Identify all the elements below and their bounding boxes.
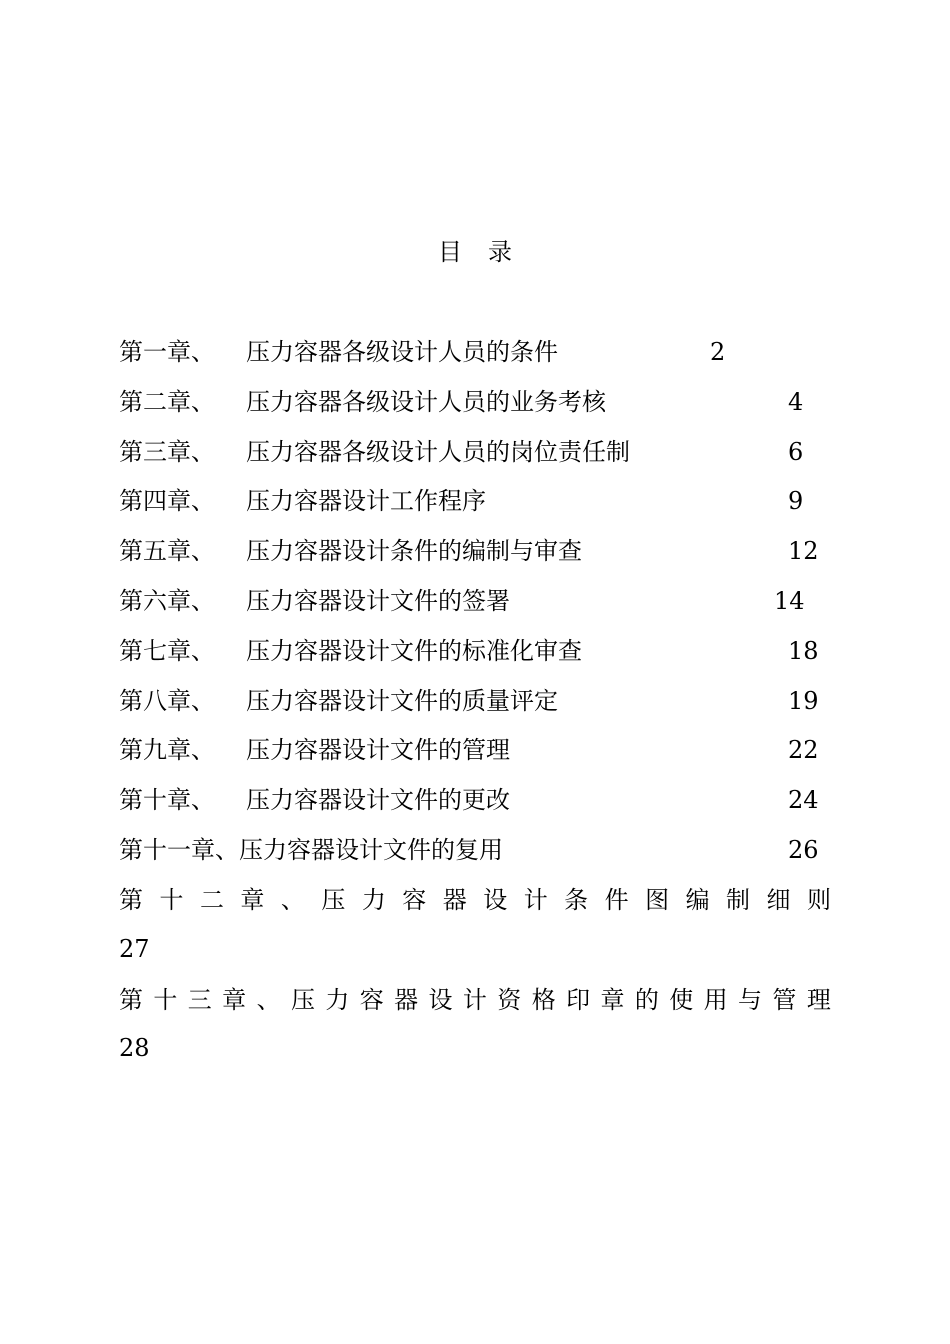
toc-heading: 目录 <box>438 238 538 266</box>
toc-char: 设 <box>428 986 453 1014</box>
toc-title: 压力容器设计文件的复用 <box>239 836 503 864</box>
toc-page: 28 <box>119 1034 150 1062</box>
toc-title: 压力容器设计条件的编制与审查 <box>246 537 582 565</box>
toc-char: 图 <box>645 886 670 914</box>
toc-chapter: 第九章、 <box>119 736 215 764</box>
toc-char: 管 <box>772 986 797 1014</box>
toc-char: 件 <box>604 886 629 914</box>
toc-char: 使 <box>669 986 694 1014</box>
toc-chapter: 第三章、 <box>119 438 215 466</box>
toc-page: 6 <box>788 438 804 466</box>
toc-entry[interactable] <box>119 834 819 866</box>
toc-title: 压力容器设计文件的标准化审查 <box>246 637 582 665</box>
toc-char: 与 <box>738 986 763 1014</box>
toc-char: 器 <box>442 886 467 914</box>
toc-char: 计 <box>523 886 548 914</box>
toc-char: 章 <box>600 986 625 1014</box>
toc-char: 第 <box>119 886 143 914</box>
toc-title: 压力容器设计文件的管理 <box>246 736 510 764</box>
toc-char: 的 <box>634 986 659 1014</box>
toc-char: 二 <box>199 886 224 914</box>
toc-char: 印 <box>566 986 591 1014</box>
toc-page: 9 <box>788 487 804 515</box>
toc-char: 则 <box>806 886 831 914</box>
toc-char: 编 <box>685 886 710 914</box>
toc-char: 、 <box>256 986 281 1014</box>
toc-char: 第 <box>119 986 143 1014</box>
toc-page: 27 <box>119 935 150 963</box>
toc-char: 设 <box>483 886 508 914</box>
toc-chapter: 第十一章、 <box>119 836 239 864</box>
toc-char: 章 <box>222 986 247 1014</box>
toc-chapter: 第八章、 <box>119 687 215 715</box>
toc-page: 18 <box>788 637 819 665</box>
toc-chapter: 第一章、 <box>119 338 215 366</box>
toc-title: 压力容器设计文件的签署 <box>246 587 510 615</box>
toc-char: 压 <box>321 886 346 914</box>
toc-page: 12 <box>788 537 819 565</box>
toc-entry-justified[interactable] <box>119 884 831 916</box>
toc-char: 力 <box>325 986 350 1014</box>
toc-char: 器 <box>394 986 419 1014</box>
toc-char: 压 <box>290 986 315 1014</box>
toc-char: 用 <box>703 986 728 1014</box>
toc-title: 压力容器各级设计人员的条件 <box>246 338 558 366</box>
toc-chapter: 第四章、 <box>119 487 215 515</box>
toc-char: 格 <box>531 986 556 1014</box>
toc-page: 4 <box>788 388 804 416</box>
toc-chapter: 第七章、 <box>119 637 215 665</box>
toc-title: 压力容器设计文件的质量评定 <box>246 687 558 715</box>
toc-page: 14 <box>774 587 805 615</box>
toc-page: 26 <box>788 836 819 864</box>
toc-page: 22 <box>788 736 819 764</box>
toc-title: 压力容器设计文件的更改 <box>246 786 510 814</box>
toc-title: 压力容器设计工作程序 <box>246 487 486 515</box>
toc-char: 细 <box>766 886 791 914</box>
toc-title: 压力容器各级设计人员的岗位责任制 <box>246 438 630 466</box>
toc-title: 压力容器各级设计人员的业务考核 <box>246 388 606 416</box>
toc-char: 理 <box>806 986 831 1014</box>
toc-page: 24 <box>788 786 819 814</box>
toc-entry-justified[interactable] <box>119 984 831 1016</box>
toc-char: 、 <box>280 886 305 914</box>
toc-char: 容 <box>402 886 427 914</box>
toc-char: 十 <box>153 986 178 1014</box>
toc-page: 19 <box>788 687 819 715</box>
toc-chapter: 第二章、 <box>119 388 215 416</box>
toc-char: 十 <box>159 886 184 914</box>
toc-chapter: 第十章、 <box>119 786 215 814</box>
toc-char: 资 <box>497 986 522 1014</box>
toc-char: 三 <box>187 986 212 1014</box>
toc-char: 容 <box>359 986 384 1014</box>
toc-char: 章 <box>240 886 265 914</box>
toc-page: 2 <box>710 338 726 366</box>
toc-char: 制 <box>726 886 751 914</box>
toc-chapter: 第六章、 <box>119 587 215 615</box>
toc-char: 计 <box>462 986 487 1014</box>
toc-chapter: 第五章、 <box>119 537 215 565</box>
toc-char: 力 <box>361 886 386 914</box>
toc-char: 条 <box>564 886 589 914</box>
